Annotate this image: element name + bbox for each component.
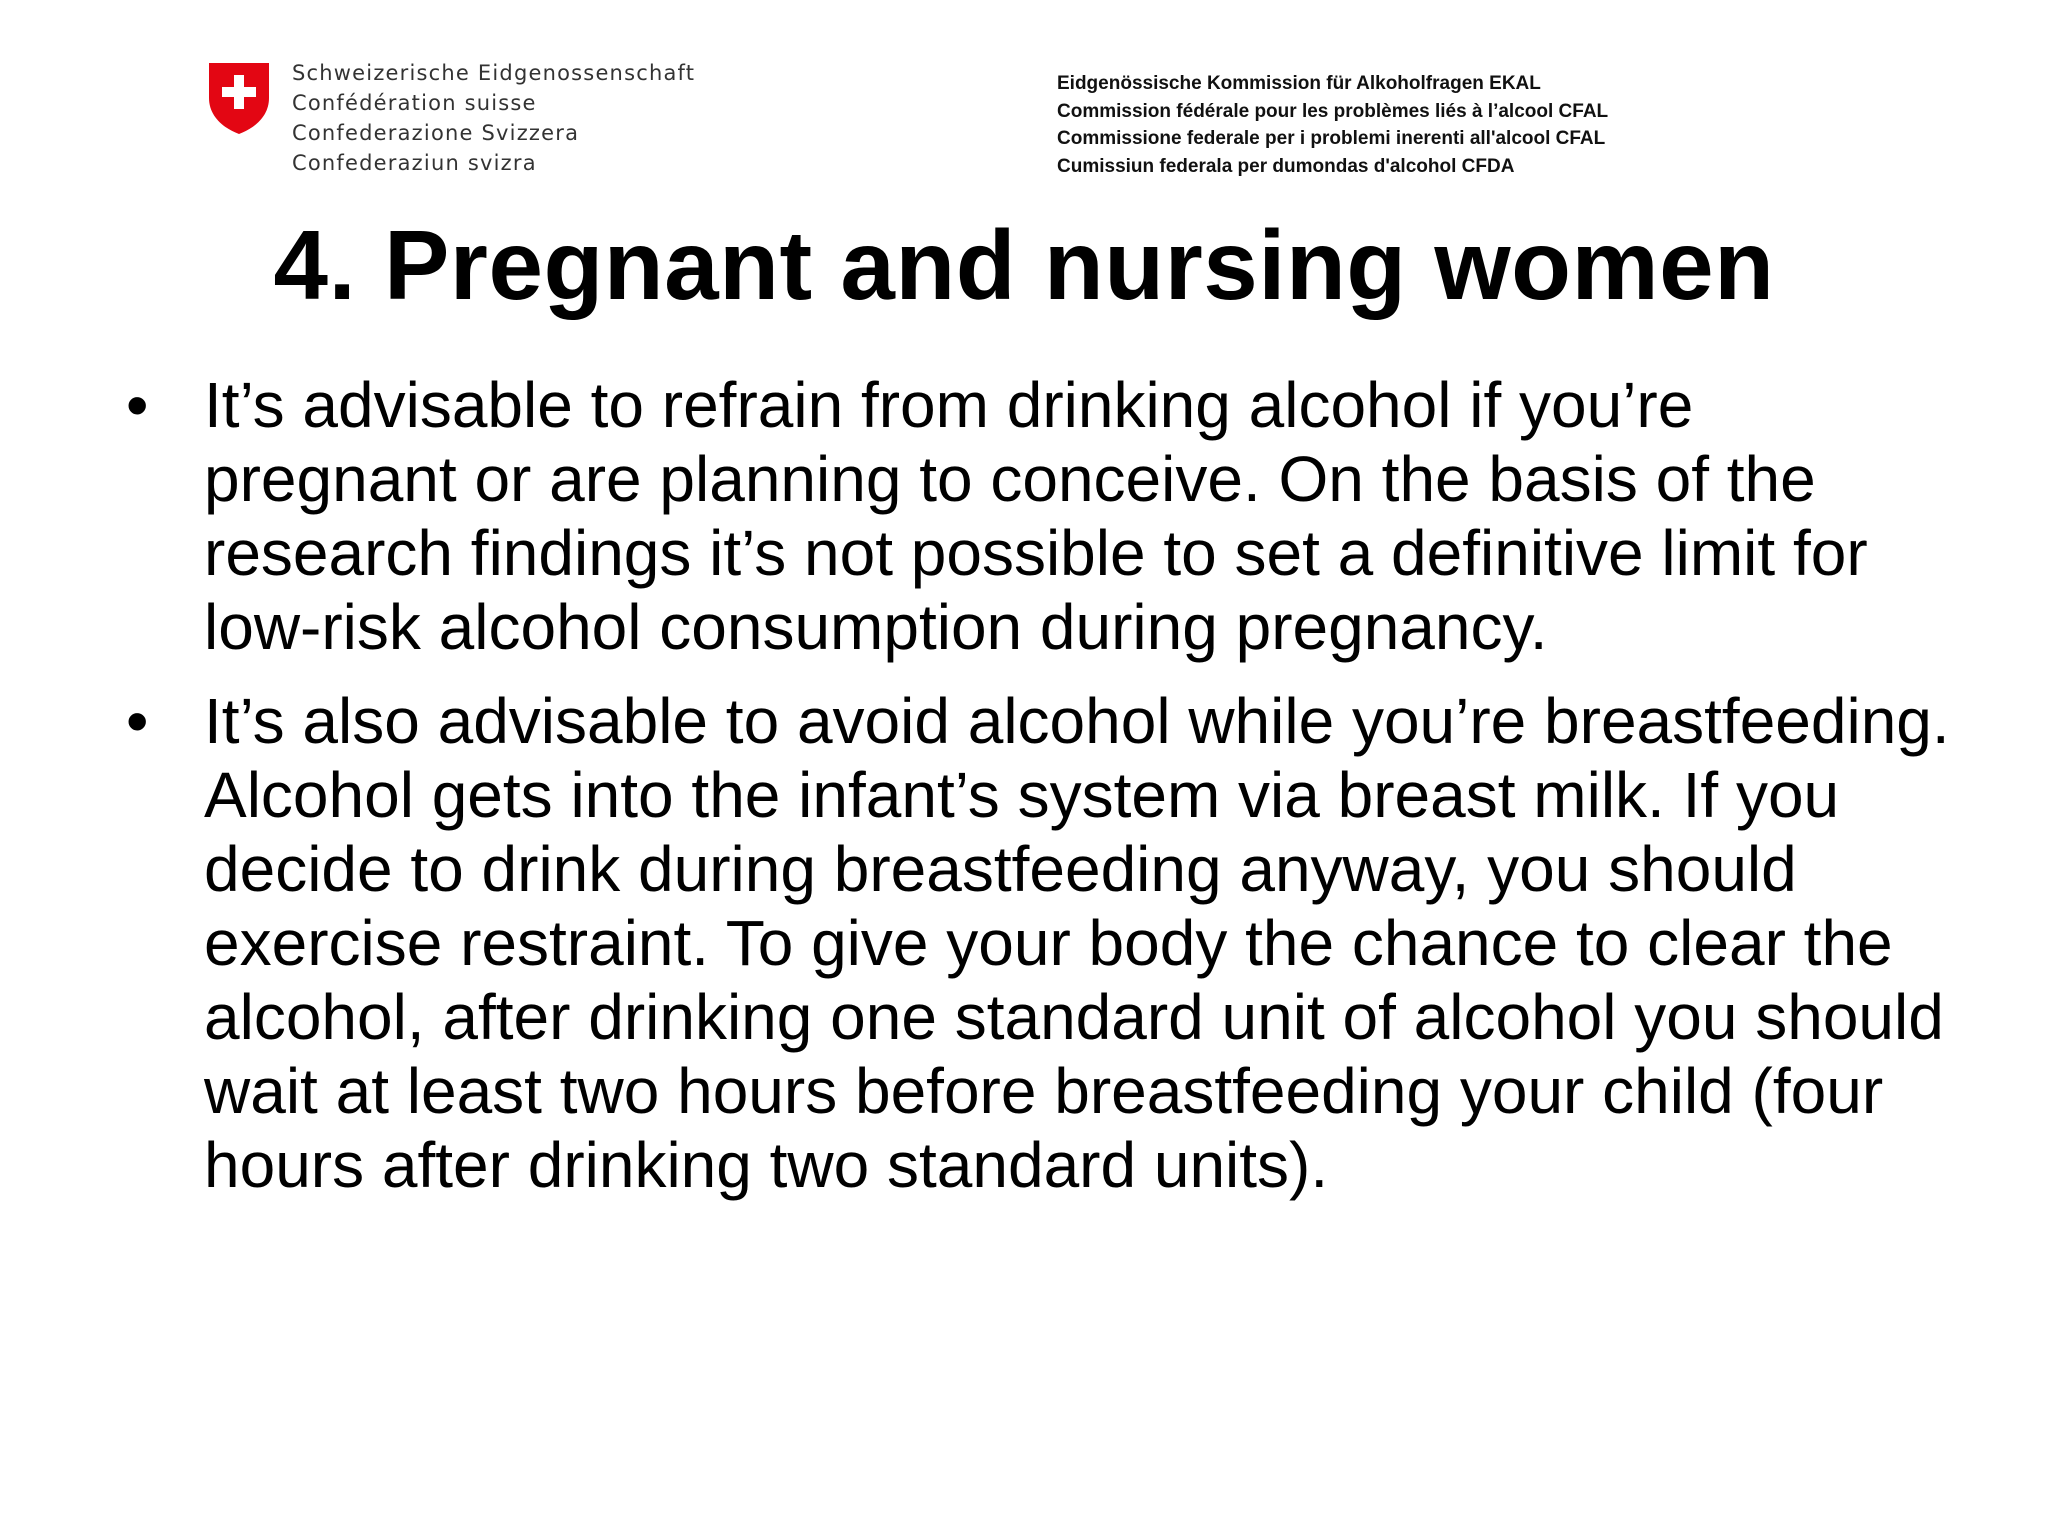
bullet-marker: • — [126, 369, 149, 441]
commission-name-de: Eidgenössische Kommission für Alkoholfragen EKAL — [1057, 73, 1541, 94]
slide-title: 4. Pregnant and nursing women — [273, 210, 1775, 320]
bullet-item-pregnancy — [126, 368, 1956, 664]
federal-name-de: Schweizerische Eidgenossenschaft — [292, 61, 696, 85]
commission-name-fr: Commission fédérale pour les problèmes liés à l’alcool CFAL — [1057, 100, 1609, 122]
commission-name-rm: Cumissiun federala per dumondas d'alcohol CFDA — [1057, 155, 1515, 177]
commission-name-it: Commissione federale per i problemi inerenti all'alcool CFAL — [1057, 128, 1606, 149]
commission-names — [1057, 70, 1608, 180]
bullet-text: It’s advisable to refrain from drinking alcohol if you’re pregnant or are planning to conceive. On the basis of the research findings it’s not possible to set a definitive limit for low-risk alcohol consumption during pregnancy. — [204, 369, 1868, 663]
bullet-item-breastfeeding — [126, 684, 1956, 1202]
swiss-federal-logo — [206, 58, 695, 178]
federal-name-rm: Confederaziun svizra — [292, 151, 537, 175]
federal-name-it: Confederazione Svizzera — [292, 121, 580, 145]
bullet-text: It’s also advisable to avoid alcohol while you’re breastfeeding. Alcohol gets into the infant’s system via breast milk. If you decide to drink during breastfeeding anyway, you should exercise restraint. To give your body the chance to clear the alcohol, after drinking one standard unit of alcohol you should wait at least two hours before breastfeeding your child (four hours after drinking two standard units). — [204, 685, 1950, 1201]
federal-names — [292, 58, 695, 178]
federal-name-fr: Confédération suisse — [292, 91, 537, 115]
bullet-marker: • — [126, 685, 149, 757]
bullet-list — [126, 368, 1956, 1222]
swiss-shield-icon — [206, 60, 272, 136]
